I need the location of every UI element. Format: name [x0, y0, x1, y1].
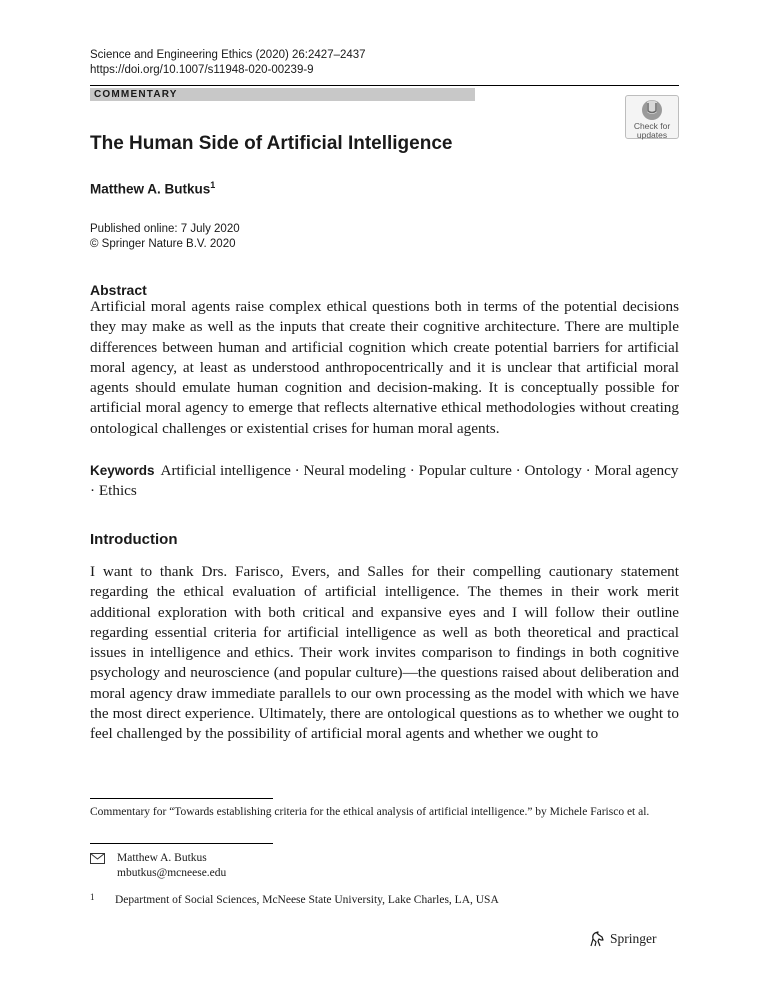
- category-label: COMMENTARY: [90, 88, 475, 101]
- badge-text-line1: Check for: [633, 121, 671, 131]
- affiliation-text: Department of Social Sciences, McNeese State University, Lake Charles, LA, USA: [115, 894, 499, 906]
- corresponding-author-email[interactable]: mbutkus@mcneese.edu: [117, 867, 227, 879]
- publication-info: [90, 222, 240, 252]
- keywords-label: Keywords: [90, 463, 155, 478]
- author-name[interactable]: Matthew A. Butkus: [90, 181, 211, 197]
- badge-text-line2: updates: [636, 130, 668, 140]
- keywords-list: Artificial intelligence · Neural modeling · Popular culture · Ontology · Moral agency · Ethics: [90, 462, 679, 500]
- check-for-updates-badge[interactable]: [625, 95, 679, 139]
- article-title: The Human Side of Artificial Intelligence: [90, 133, 453, 154]
- abstract-text: Artificial moral agents raise complex ethical questions both in terms of the potential decisions they may make as well as the inputs that create their cognitive architecture. There are multiple differences between human and artificial cognition which create potential barriers for artificial moral agency, at least as understood anthropocentrically and it is unclear that artificial moral agents should emulate human cognition and decision-making. It is conceptually possible for artificial moral agency to emerge that reflects alternative ethical methodologies without creating ontological challenges or existential crises for human moral agents.: [90, 298, 679, 437]
- springer-horse-icon: [588, 931, 606, 948]
- published-date: Published online: 7 July 2020: [90, 223, 240, 235]
- publisher-name: Springer: [610, 931, 657, 946]
- introduction-heading: Introduction: [90, 531, 178, 548]
- commentary-footnote: Commentary for “Towards establishing criteria for the ethical analysis of artificial intelligence.” by Michele Farisco et al.: [90, 806, 650, 818]
- author-affiliation-marker: 1: [210, 180, 216, 190]
- check-for-updates-icon: [639, 98, 665, 122]
- abstract-heading: Abstract: [90, 282, 147, 298]
- corresponding-author-name: Matthew A. Butkus: [117, 852, 207, 864]
- header-rule: [90, 85, 679, 86]
- footnote-rule: [90, 798, 273, 799]
- introduction-text: I want to thank Drs. Farisco, Evers, and Salles for their compelling cautionary statement regarding the ethical evaluation of artificial intelligence. The themes in their work merit additional exploration with both critical and expansive eyes and I will follow their outline regarding essential criteria for artificial intelligence as well as both theoretical and practical issues in intelligence and ethics. Their work invites comparison to findings in both cognitive psychology and neuroscience (and popular culture)—the questions raised about deliberation and moral agency draw immediate parallels to our own processing as the model with which we have the most direct experience. Ultimately, there are ontological questions as to whether we ought to feel challenged by the possibility of artificial moral agents and whether we ought to: [90, 563, 679, 743]
- doi-link[interactable]: https://doi.org/10.1007/s11948-020-00239-9: [90, 64, 314, 76]
- envelope-icon: [90, 853, 105, 864]
- affiliation-number: 1: [90, 892, 95, 902]
- copyright-notice: © Springer Nature B.V. 2020: [90, 238, 236, 250]
- keywords-section: [90, 461, 679, 502]
- correspondence-rule: [90, 843, 273, 844]
- author-line: [90, 180, 215, 197]
- journal-header: [90, 48, 366, 78]
- journal-citation: Science and Engineering Ethics (2020) 26:2427–2437: [90, 49, 366, 61]
